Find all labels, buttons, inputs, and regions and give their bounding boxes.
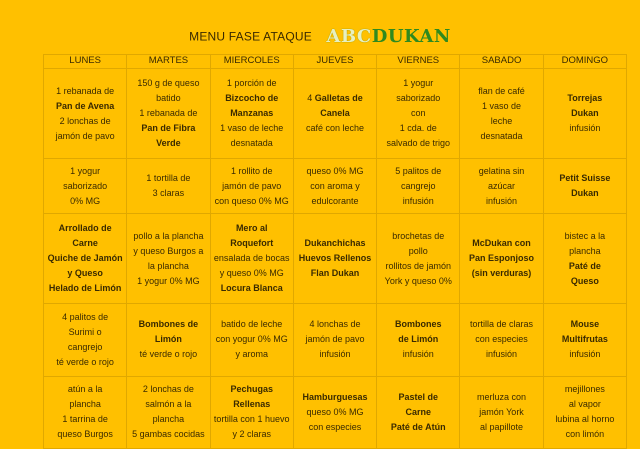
meal-line: con especies bbox=[475, 334, 528, 345]
meal-cell bbox=[460, 304, 543, 376]
meal-line: 2 lonchas de bbox=[142, 384, 194, 395]
meal-line: desnatada bbox=[480, 130, 523, 141]
meal-line: té verde o rojo bbox=[139, 349, 198, 360]
meal-cell bbox=[543, 376, 626, 448]
day-header-miercoles: MIERCOLES bbox=[210, 55, 293, 69]
recipe-name: Limón bbox=[154, 334, 182, 345]
recipe-name: Queso bbox=[570, 275, 599, 286]
recipe-name: (sin verduras) bbox=[471, 268, 532, 278]
meal-line: queso Burgos bbox=[57, 429, 113, 440]
meal-line: jamón de pavo bbox=[55, 130, 115, 141]
recipe-name: de Limón bbox=[398, 334, 439, 345]
meal-line: jamón de pavo bbox=[305, 334, 365, 345]
meal-cell bbox=[293, 304, 376, 376]
recipe-name: Carne bbox=[72, 238, 98, 248]
meal-cell bbox=[543, 213, 626, 303]
day-header-viernes: VIERNES bbox=[377, 55, 460, 69]
meal-line: con especies bbox=[308, 421, 362, 432]
recipe-name: McDukan con bbox=[472, 238, 531, 248]
meal-cell bbox=[44, 159, 127, 214]
meal-cell bbox=[543, 304, 626, 376]
recipe-name: Quiche de Jamón bbox=[47, 253, 123, 263]
recipe-name: Pan Esponjoso bbox=[469, 253, 535, 263]
meal-line: tortilla con 1 huevo bbox=[213, 414, 290, 425]
meal-line: café con leche bbox=[305, 123, 364, 134]
meal-cell bbox=[543, 69, 626, 159]
meal-row bbox=[44, 304, 627, 376]
meal-cell bbox=[127, 213, 210, 303]
meal-line: infusión bbox=[486, 349, 518, 360]
meal-line: brochetas de bbox=[392, 230, 445, 241]
recipe-name: Petit Suisse bbox=[559, 173, 611, 184]
meal-line: 3 claras bbox=[152, 188, 185, 199]
menu-title: MENU FASE ATAQUE bbox=[189, 29, 312, 44]
recipe-name: Pastel de bbox=[398, 391, 439, 402]
meal-cell bbox=[293, 159, 376, 214]
logo-abc: ABC bbox=[326, 26, 372, 47]
recipe-name: Canela bbox=[320, 108, 350, 119]
meal-cell bbox=[127, 304, 210, 376]
meal-line: Surimi o bbox=[68, 326, 102, 337]
recipe-name: y Queso bbox=[67, 268, 103, 278]
meal-line: 1 vaso de leche bbox=[220, 123, 284, 134]
abcdukan-logo bbox=[326, 26, 450, 47]
recipe-name: Paté de Atún bbox=[390, 421, 446, 432]
meal-line: con aroma y bbox=[310, 180, 360, 191]
recipe-name: Pan de Fibra Verde bbox=[141, 123, 196, 149]
weekly-menu-table bbox=[43, 54, 627, 449]
meal-cell bbox=[293, 213, 376, 303]
meal-line: 4 bbox=[307, 93, 315, 104]
meal-line: jamón de pavo bbox=[222, 180, 282, 191]
meal-line: 1 rollito de bbox=[230, 165, 273, 176]
meal-line: desnatada bbox=[230, 138, 273, 149]
meal-line: merluza con bbox=[477, 391, 527, 402]
meal-line: queso 0% MG bbox=[306, 406, 364, 417]
meal-line: la plancha bbox=[147, 260, 189, 271]
meal-line: plancha bbox=[69, 399, 101, 410]
meal-line: York y queso 0% bbox=[384, 275, 452, 286]
meal-line: con yogur 0% MG bbox=[215, 334, 288, 345]
menu-body bbox=[44, 69, 627, 449]
meal-line: plancha bbox=[569, 245, 601, 256]
meal-line: y queso 0% MG bbox=[219, 268, 284, 278]
meal-cell bbox=[127, 376, 210, 448]
meal-line: ensalada de bocas bbox=[213, 253, 290, 263]
meal-line: 4 palitos de bbox=[62, 311, 109, 322]
recipe-name: Torrejas bbox=[567, 93, 603, 104]
meal-cell bbox=[210, 304, 293, 376]
meal-cell bbox=[210, 69, 293, 159]
meal-cell bbox=[377, 304, 460, 376]
meal-cell bbox=[377, 159, 460, 214]
recipe-name: Hamburguesas bbox=[302, 391, 368, 402]
meal-cell bbox=[210, 376, 293, 448]
recipe-name: Helado de Limón bbox=[48, 283, 122, 293]
meal-line: salmón a la bbox=[145, 399, 192, 410]
meal-line: jamón York bbox=[479, 406, 524, 417]
meal-cell bbox=[293, 69, 376, 159]
recipe-name: Rellenas bbox=[233, 399, 271, 410]
meal-line: 5 palitos de bbox=[395, 165, 442, 176]
meal-line: 1 porción de bbox=[226, 78, 277, 89]
meal-line: queso 0% MG bbox=[306, 165, 364, 176]
recipe-name: Carne bbox=[405, 406, 432, 417]
meal-line: bistec a la bbox=[564, 230, 606, 241]
meal-row bbox=[44, 376, 627, 448]
day-header-jueves: JUEVES bbox=[293, 55, 376, 69]
meal-line: 2 lonchas de bbox=[59, 115, 111, 126]
meal-cell bbox=[127, 69, 210, 159]
meal-line: pollo bbox=[408, 245, 428, 256]
day-header-martes: MARTES bbox=[127, 55, 210, 69]
recipe-name: Locura Blanca bbox=[220, 283, 283, 293]
recipe-name: Dukan bbox=[571, 108, 599, 119]
meal-line: 0% MG bbox=[70, 195, 101, 206]
meal-line: edulcorante bbox=[311, 195, 359, 206]
meal-line: 1 yogur bbox=[70, 165, 101, 176]
meal-line: cangrejo bbox=[67, 341, 103, 352]
meal-line: infusión bbox=[486, 195, 518, 206]
meal-line: batido bbox=[156, 93, 181, 104]
recipe-name: Dukanchichas bbox=[304, 238, 366, 248]
meal-line: batido de leche bbox=[221, 319, 283, 330]
meal-cell bbox=[293, 376, 376, 448]
meal-line: al vapor bbox=[568, 399, 601, 410]
day-header-domingo: DOMINGO bbox=[543, 55, 626, 69]
meal-line: 1 rebanada de bbox=[56, 85, 115, 96]
meal-cell bbox=[377, 213, 460, 303]
meal-cell bbox=[460, 69, 543, 159]
meal-line: 4 lonchas de bbox=[309, 319, 361, 330]
meal-cell bbox=[44, 304, 127, 376]
meal-line: 1 yogur bbox=[403, 78, 434, 89]
recipe-name: Pan de Avena bbox=[55, 100, 115, 111]
meal-line: té verde o rojo bbox=[56, 356, 114, 367]
meal-cell bbox=[127, 159, 210, 214]
meal-line: 1 vaso de bbox=[482, 100, 522, 111]
meal-row bbox=[44, 159, 627, 214]
meal-line: flan de café bbox=[478, 85, 525, 96]
meal-line: infusión bbox=[402, 195, 434, 206]
recipe-name: Bombones de bbox=[138, 319, 199, 330]
meal-line: infusión bbox=[569, 123, 601, 134]
meal-cell bbox=[460, 213, 543, 303]
meal-cell bbox=[543, 159, 626, 214]
recipe-name: Huevos Rellenos bbox=[298, 253, 372, 263]
recipe-name: Mero al bbox=[235, 223, 268, 233]
meal-line: 1 tarrina de bbox=[62, 414, 108, 425]
recipe-name: Flan Dukan bbox=[310, 268, 360, 278]
meal-line: leche bbox=[490, 115, 513, 126]
meal-cell bbox=[210, 159, 293, 214]
meal-line: cangrejo bbox=[401, 180, 436, 191]
meal-line: y 2 claras bbox=[232, 429, 271, 440]
meal-row bbox=[44, 69, 627, 159]
meal-line: lubina al horno bbox=[555, 414, 615, 425]
meal-line: gelatina sin bbox=[478, 165, 525, 176]
day-header-lunes: LUNES bbox=[44, 55, 127, 69]
meal-line: saborizado bbox=[63, 180, 108, 191]
recipe-name: Pechugas bbox=[230, 384, 273, 395]
meal-cell bbox=[210, 213, 293, 303]
meal-line: 1 rebanada de bbox=[139, 108, 198, 119]
logo-dukan: DUKAN bbox=[371, 26, 451, 47]
meal-line: mejillones bbox=[564, 384, 605, 395]
meal-row bbox=[44, 213, 627, 303]
meal-line: tortilla de claras bbox=[470, 319, 534, 330]
recipe-name: Bombones bbox=[395, 319, 442, 330]
meal-line: con queso 0% MG bbox=[214, 195, 289, 206]
meal-cell bbox=[377, 69, 460, 159]
recipe-name: Roquefort bbox=[230, 238, 274, 248]
recipe-name: Mouse bbox=[570, 319, 600, 330]
recipe-name: Arrollado de bbox=[58, 223, 112, 233]
meal-line: salvado de trigo bbox=[386, 138, 451, 149]
meal-line: 1 tortilla de bbox=[146, 173, 191, 184]
recipe-name: Manzanas bbox=[230, 108, 274, 119]
meal-line: plancha bbox=[152, 414, 185, 425]
recipe-name: Multifrutas bbox=[561, 334, 608, 345]
meal-line: pollo a la plancha bbox=[133, 230, 204, 241]
meal-line: saborizado bbox=[396, 93, 441, 104]
meal-line: con bbox=[411, 108, 426, 119]
meal-cell bbox=[44, 376, 127, 448]
recipe-name: Paté de bbox=[568, 260, 601, 271]
meal-line: al papillote bbox=[480, 421, 524, 432]
recipe-name: Bizcocho de bbox=[225, 93, 279, 104]
recipe-name: Dukan bbox=[571, 188, 599, 199]
meal-cell bbox=[377, 376, 460, 448]
meal-line: atún a la bbox=[67, 384, 103, 395]
meal-line: infusión bbox=[402, 349, 434, 360]
recipe-name: Galletas de bbox=[314, 93, 363, 104]
day-header-sabado: SABADO bbox=[460, 55, 543, 69]
meal-line: 5 gambas cocidas bbox=[132, 429, 205, 440]
meal-line: y aroma bbox=[235, 349, 268, 360]
meal-line: azúcar bbox=[488, 180, 516, 191]
page-header bbox=[0, 26, 640, 47]
meal-line: 1 yogur 0% MG bbox=[137, 275, 200, 286]
meal-cell bbox=[44, 69, 127, 159]
day-header-row bbox=[44, 55, 627, 69]
meal-line: infusión bbox=[319, 349, 351, 360]
meal-line: con limón bbox=[565, 429, 605, 440]
meal-line: y queso Burgos a bbox=[133, 245, 204, 256]
meal-cell bbox=[460, 376, 543, 448]
meal-line: infusión bbox=[569, 349, 601, 360]
meal-line: rollitos de jamón bbox=[385, 260, 452, 271]
meal-cell bbox=[460, 159, 543, 214]
meal-cell bbox=[44, 213, 127, 303]
meal-line: 1 cda. de bbox=[399, 123, 437, 134]
meal-line: 150 g de queso bbox=[137, 78, 200, 89]
